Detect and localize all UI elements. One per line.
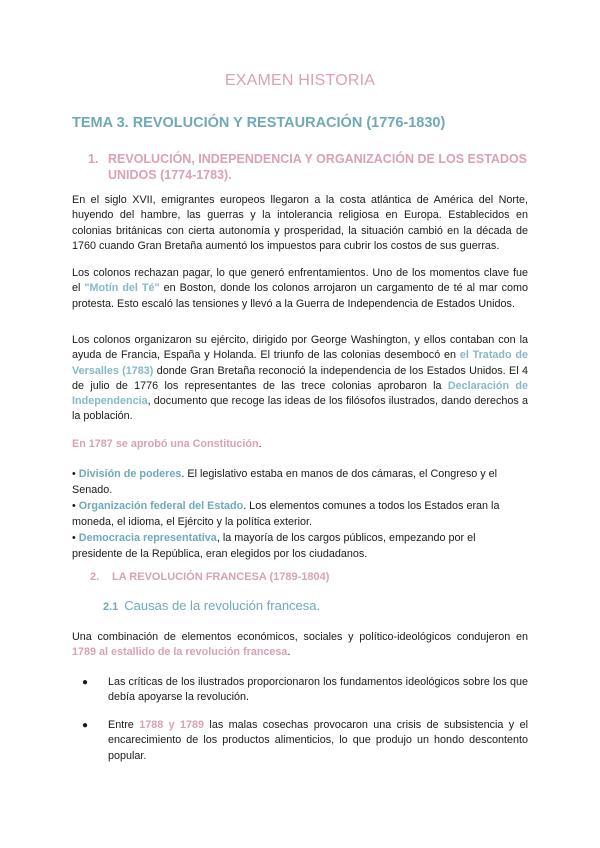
- paragraph-independence: [72, 333, 528, 425]
- subsection-2-1-number: 2.1: [103, 601, 119, 613]
- paragraph-text: Los colonos rechazan pagar, lo que generó enfrentamientos. Uno de los momentos clave fue el: [72, 267, 528, 295]
- highlight-versailles: el Tratado de Versalles (1783): [72, 349, 528, 377]
- principle-item: [72, 530, 528, 562]
- bullet-mark: •: [72, 500, 76, 512]
- bullet-dot-icon: ●: [82, 720, 89, 731]
- paragraph-text: en Boston, donde los colonos arrojaron un cargamento de té al mar como protesta. Esto escaló las tensiones y llevó a la Guerra de Independencia de Estados Unidos.: [72, 282, 529, 310]
- list-item: [82, 718, 528, 764]
- bullet-mark: •: [72, 468, 76, 480]
- principle-item: [72, 466, 528, 498]
- paragraph-text: , documento que recoge las ideas de los filósofos ilustrados, dando derechos a la población.: [72, 395, 528, 423]
- section-1-number: 1.: [88, 152, 99, 166]
- principle-text: , la mayoría de los cargos públicos, empezando por el presidente de la República, eran elegidos por los ciudadanos.: [72, 532, 476, 560]
- list-item-text: [82, 718, 528, 764]
- subsection-2-1-heading: [103, 598, 320, 613]
- section-1-heading: [88, 151, 528, 183]
- principle-item: [72, 498, 528, 530]
- highlight-1789: 1789 al estallido de la revolución francesa: [72, 646, 288, 659]
- bullet-mark: •: [72, 532, 76, 544]
- list-text: las malas cosechas provocaron una crisis de subsistencia y el encarecimiento de los productos alimenticios, lo que produjo un hondo descontento popular.: [108, 719, 528, 762]
- paragraph-constitution: [72, 437, 528, 452]
- section-2-title: LA REVOLUCIÓN FRANCESA (1789-1804): [112, 571, 330, 583]
- paragraph-text: .: [287, 646, 291, 659]
- document-title: EXAMEN HISTORIA: [224, 72, 376, 89]
- list-item-text: Las críticas de los ilustrados proporcionaron los fundamentos ideológicos sobre los que debía apoyarse la revolución.: [108, 676, 528, 704]
- highlight-declaration: Declaración de Independencia: [72, 379, 528, 408]
- paragraph-tea-party: [72, 266, 528, 312]
- principle-label: Democracia representativa: [78, 532, 217, 544]
- bullet-dot-icon: ●: [82, 677, 89, 688]
- paragraph-text: Una combinación de elementos económicos, sociales y político-ideológicos condujeron en: [72, 631, 528, 643]
- paragraph-text: donde Gran Bretaña reconoció la independencia de los Estados Unidos. El 4 de julio de 1776 los representantes de las trece colonias aprobaron la: [72, 364, 528, 392]
- paragraph-colonies: En el siglo XVII, emigrantes europeos llegaron a la costa atlántica de América del Norte, huyendo del hambre, las guerras y la intolerancia religiosa en Europa. Establecidos en colonias británicas con cierta autonomía y prosperidad, la situación cambió en la década de 1760 cuando Gran Bretaña aumentó los impuestos para cubrir los costos de sus guerras.: [72, 194, 528, 252]
- highlight-constitution: En 1787 se aprobó una Constitución: [72, 438, 259, 450]
- principle-text: . El legislativo estaba en manos de dos cámaras, el Congreso y el Senado.: [72, 468, 498, 496]
- list-item: [82, 675, 528, 706]
- highlight-tea-party: "Motín del Té": [84, 282, 160, 295]
- constitution-principles: [72, 466, 528, 562]
- subsection-2-1-title: Causas de la revolución francesa.: [124, 598, 321, 613]
- list-text: Entre: [108, 719, 140, 731]
- principle-label: División de poderes: [78, 468, 182, 480]
- section-2-heading: [90, 571, 329, 583]
- paragraph-french-revolution: [72, 630, 528, 661]
- topic-heading: TEMA 3. REVOLUCIÓN Y RESTAURACIÓN (1776-1830): [72, 115, 446, 131]
- principle-text: . Los elementos comunes a todos los Estados eran la moneda, el idioma, el Ejército y la política exterior.: [72, 500, 500, 528]
- highlight-years: 1788 y 1789: [139, 719, 205, 731]
- section-2-number: 2.: [90, 571, 100, 583]
- section-1-title: REVOLUCIÓN, INDEPENDENCIA Y ORGANIZACIÓN DE LOS ESTADOS UNIDOS (1774-1783).: [108, 152, 528, 182]
- paragraph-text: Los colonos organizaron su ejército, dirigido por George Washington, y ellos contaban con la ayuda de Francia, España y Holanda. El triunfo de las colonias desembocó en: [72, 334, 528, 362]
- paragraph-text: .: [258, 438, 262, 450]
- principle-label: Organización federal del Estado: [78, 500, 244, 512]
